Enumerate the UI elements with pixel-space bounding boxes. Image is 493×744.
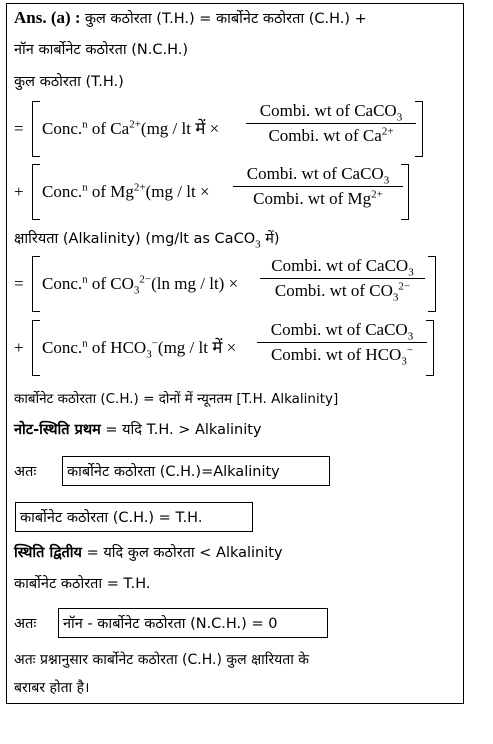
answer-label: Ans. (a) : <box>14 8 81 27</box>
note-case-1: नोट-स्थिति प्रथम = यदि T.H. > Alkalinity <box>14 422 262 438</box>
equals-sign: = <box>14 119 24 138</box>
formula-bicarbonate <box>14 318 454 378</box>
ch-equals-th: कार्बोनेट कठोरता = T.H. <box>14 576 151 592</box>
fraction-denominator: Combi. wt of $CO_3^{2-}$ <box>274 280 411 304</box>
formula-calcium <box>14 99 454 159</box>
total-hardness-equation: कुल कठोरता (T.H.) = कार्बोनेट कठोरता (C.H.) + <box>84 11 367 27</box>
fraction-bicarbonate <box>257 320 427 368</box>
result-box-ch-alkalinity: कार्बोनेट कठोरता (C.H.)=Alkalinity <box>62 456 330 486</box>
fraction-numerator: Combi. wt of CaCO$_3$ <box>259 101 403 124</box>
answer-line-1 <box>14 8 367 29</box>
left-bracket <box>32 320 40 376</box>
plus-sign: + <box>14 182 24 201</box>
fraction-calcium <box>246 101 416 146</box>
right-bracket <box>428 256 436 312</box>
alkalinity-label: क्षारियता (Alkalinity) (mg/lt as CaCO$_3$ में) <box>14 231 280 251</box>
fraction-denominator: Combi. wt of $HCO_3^-$ <box>270 344 414 368</box>
th-label: कुल कठोरता (T.H.) <box>14 74 124 90</box>
answer-line-2: नॉन कार्बोनेट कठोरता (N.C.H.) <box>14 42 188 58</box>
final-statement-2: बराबर होता है। <box>14 680 90 696</box>
fraction-numerator: Combi. wt of CaCO$_3$ <box>271 256 414 279</box>
fraction-numerator: Combi. wt of CaCO$_3$ <box>270 320 414 343</box>
fraction-denominator: Combi. wt of $Ca^{2+}$ <box>268 125 394 145</box>
case-2: स्थिति द्वितीय = यदि कुल कठोरता < Alkalinity <box>14 545 283 561</box>
fraction-carbonate <box>260 256 425 304</box>
right-bracket <box>426 320 434 376</box>
left-bracket <box>32 101 40 157</box>
plus-sign: + <box>14 338 24 357</box>
fraction-denominator: Combi. wt of $Mg^{2+}$ <box>253 188 383 208</box>
therefore-label-1: अतः <box>14 464 37 480</box>
therefore-label-2: अतः <box>14 616 37 632</box>
equals-sign: = <box>14 274 24 293</box>
result-box-ch-th: कार्बोनेट कठोरता (C.H.) = T.H. <box>15 502 253 532</box>
fraction-magnesium <box>233 164 403 209</box>
ch-minimum-line: कार्बोनेट कठोरता (C.H.) = दोनों में न्यूनतम [T.H. Alkalinity] <box>14 391 339 407</box>
left-bracket <box>32 164 40 220</box>
result-box-nch-zero: नॉन - कार्बोनेट कठोरता (N.C.H.) = 0 <box>58 608 328 638</box>
conc-bicarbonate: Conc.$^n$ of $HCO_3^-(mg$ / lt में × <box>42 337 237 361</box>
left-bracket <box>32 256 40 312</box>
right-bracket <box>401 164 409 220</box>
conc-carbonate: Conc.$^n$ of $CO_3^{2-}(\ln$ mg / lt) × <box>42 273 239 297</box>
formula-carbonate <box>14 254 454 314</box>
conc-magnesium: Conc.$^n$ of $Mg^{2+}(mg$ / lt × <box>42 181 210 201</box>
right-bracket <box>415 101 423 157</box>
fraction-numerator: Combi. wt of CaCO$_3$ <box>246 164 390 187</box>
final-statement-1: अतः प्रश्नानुसार कार्बोनेट कठोरता (C.H.) कुल क्षारियता के <box>14 652 310 668</box>
conc-calcium: Conc.$^n$ of $Ca^{2+}(mg$ / lt में × <box>42 118 220 138</box>
formula-magnesium <box>14 162 454 222</box>
